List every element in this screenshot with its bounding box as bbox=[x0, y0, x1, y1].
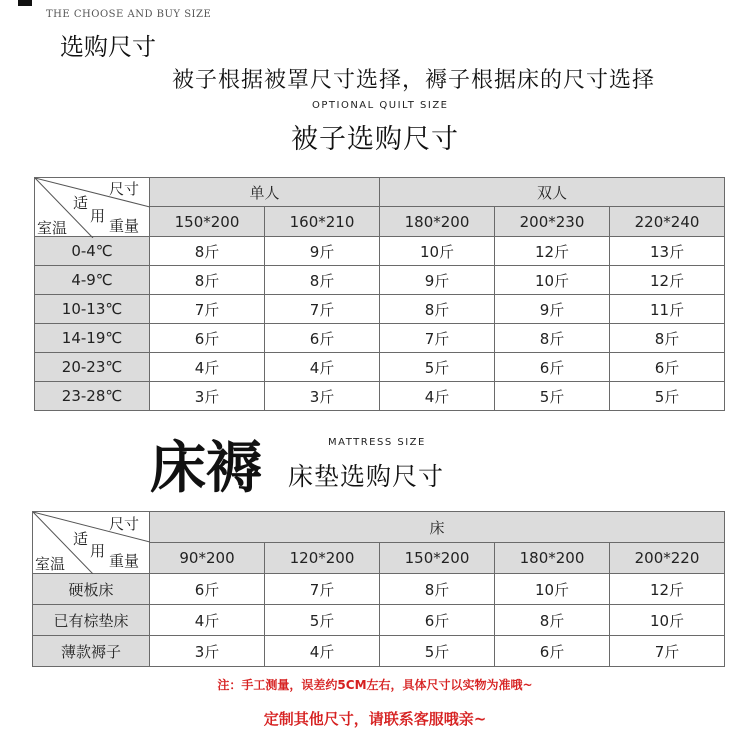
corner-label-temp: 室温 bbox=[37, 219, 68, 237]
table-row bbox=[35, 382, 725, 411]
table-row bbox=[33, 636, 725, 667]
weight-cell: 13斤 bbox=[610, 237, 725, 266]
measurement-note: 注：手工测量，误差约5CM左右，具体尺寸以实物为准哦~ bbox=[217, 678, 533, 692]
weight-cell: 5斤 bbox=[265, 605, 380, 636]
row-label-temp: 23-28℃ bbox=[35, 382, 150, 411]
custom-size-note: 定制其他尺寸，请联系客服哦亲~ bbox=[263, 710, 487, 728]
corner-label-size: 尺寸 bbox=[109, 180, 140, 198]
group-header-single: 单人 bbox=[150, 178, 380, 207]
weight-cell: 6斤 bbox=[610, 353, 725, 382]
table-row bbox=[35, 295, 725, 324]
weight-cell: 8斤 bbox=[495, 324, 610, 353]
corner-label-weight: 重量 bbox=[109, 552, 140, 570]
row-label-bed-type: 硬板床 bbox=[33, 574, 150, 605]
size-header: 180*200 bbox=[380, 207, 495, 237]
weight-cell: 6斤 bbox=[150, 324, 265, 353]
weight-cell: 3斤 bbox=[265, 382, 380, 411]
table-row bbox=[35, 324, 725, 353]
corner-label-apply-a: 适 bbox=[73, 194, 89, 212]
section-title-select-size: 选购尺寸 bbox=[60, 33, 156, 61]
english-caption-quilt: OPTIONAL QUILT SIZE bbox=[312, 100, 449, 111]
quilt-size-table bbox=[34, 177, 725, 411]
row-label-temp: 0-4℃ bbox=[35, 237, 150, 266]
mattress-size-title: 床垫选购尺寸 bbox=[288, 462, 445, 491]
weight-cell: 4斤 bbox=[265, 353, 380, 382]
size-header: 120*200 bbox=[265, 543, 380, 574]
weight-cell: 4斤 bbox=[380, 382, 495, 411]
weight-cell: 8斤 bbox=[495, 605, 610, 636]
weight-cell: 9斤 bbox=[495, 295, 610, 324]
weight-cell: 6斤 bbox=[495, 353, 610, 382]
weight-cell: 7斤 bbox=[265, 574, 380, 605]
size-header: 150*200 bbox=[380, 543, 495, 574]
mattress-big-title: 床褥 bbox=[150, 435, 262, 501]
group-header-bed: 床 bbox=[150, 512, 725, 543]
table-row bbox=[33, 574, 725, 605]
size-header: 150*200 bbox=[150, 207, 265, 237]
table-row bbox=[35, 353, 725, 382]
weight-cell: 12斤 bbox=[495, 237, 610, 266]
row-label-bed-type: 薄款褥子 bbox=[33, 636, 150, 667]
weight-cell: 3斤 bbox=[150, 382, 265, 411]
quilt-size-title: 被子选购尺寸 bbox=[291, 124, 459, 155]
weight-cell: 9斤 bbox=[380, 266, 495, 295]
weight-cell: 5斤 bbox=[495, 382, 610, 411]
weight-cell: 8斤 bbox=[380, 295, 495, 324]
corner-label-weight: 重量 bbox=[109, 217, 140, 235]
weight-cell: 12斤 bbox=[610, 574, 725, 605]
row-label-temp: 10-13℃ bbox=[35, 295, 150, 324]
weight-cell: 8斤 bbox=[380, 574, 495, 605]
row-label-bed-type: 已有棕垫床 bbox=[33, 605, 150, 636]
weight-cell: 6斤 bbox=[495, 636, 610, 667]
weight-cell: 7斤 bbox=[380, 324, 495, 353]
group-header-double: 双人 bbox=[380, 178, 725, 207]
quilt-corner-header bbox=[35, 178, 150, 237]
english-caption-mattress: MATTRESS SIZE bbox=[328, 437, 426, 448]
weight-cell: 6斤 bbox=[380, 605, 495, 636]
weight-cell: 8斤 bbox=[150, 237, 265, 266]
size-header: 200*230 bbox=[495, 207, 610, 237]
table-row bbox=[33, 605, 725, 636]
weight-cell: 8斤 bbox=[150, 266, 265, 295]
top-black-bar bbox=[18, 0, 32, 6]
size-header: 160*210 bbox=[265, 207, 380, 237]
row-label-temp: 14-19℃ bbox=[35, 324, 150, 353]
row-label-temp: 4-9℃ bbox=[35, 266, 150, 295]
weight-cell: 8斤 bbox=[610, 324, 725, 353]
mattress-corner-header bbox=[33, 512, 150, 574]
weight-cell: 9斤 bbox=[265, 237, 380, 266]
weight-cell: 4斤 bbox=[265, 636, 380, 667]
weight-cell: 12斤 bbox=[610, 266, 725, 295]
weight-cell: 4斤 bbox=[150, 605, 265, 636]
weight-cell: 7斤 bbox=[610, 636, 725, 667]
size-header: 180*200 bbox=[495, 543, 610, 574]
weight-cell: 3斤 bbox=[150, 636, 265, 667]
weight-cell: 6斤 bbox=[150, 574, 265, 605]
corner-label-apply-b: 用 bbox=[90, 542, 106, 560]
size-header: 220*240 bbox=[610, 207, 725, 237]
weight-cell: 10斤 bbox=[380, 237, 495, 266]
table-row bbox=[35, 266, 725, 295]
weight-cell: 5斤 bbox=[380, 636, 495, 667]
weight-cell: 11斤 bbox=[610, 295, 725, 324]
weight-cell: 5斤 bbox=[380, 353, 495, 382]
weight-cell: 10斤 bbox=[495, 266, 610, 295]
weight-cell: 10斤 bbox=[495, 574, 610, 605]
weight-cell: 7斤 bbox=[150, 295, 265, 324]
row-label-temp: 20-23℃ bbox=[35, 353, 150, 382]
corner-label-apply-b: 用 bbox=[90, 207, 106, 225]
weight-cell: 6斤 bbox=[265, 324, 380, 353]
table-row bbox=[35, 237, 725, 266]
corner-label-temp: 室温 bbox=[35, 555, 66, 573]
weight-cell: 7斤 bbox=[265, 295, 380, 324]
weight-cell: 4斤 bbox=[150, 353, 265, 382]
weight-cell: 10斤 bbox=[610, 605, 725, 636]
size-header: 200*220 bbox=[610, 543, 725, 574]
instruction-subtitle: 被子根据被罩尺寸选择，褥子根据床的尺寸选择 bbox=[172, 68, 656, 93]
weight-cell: 5斤 bbox=[610, 382, 725, 411]
weight-cell: 8斤 bbox=[265, 266, 380, 295]
corner-label-size: 尺寸 bbox=[109, 515, 140, 533]
corner-label-apply-a: 适 bbox=[73, 530, 89, 548]
mattress-size-table bbox=[32, 511, 725, 667]
size-header: 90*200 bbox=[150, 543, 265, 574]
english-caption-top: THE CHOOSE AND BUY SIZE bbox=[46, 9, 212, 20]
